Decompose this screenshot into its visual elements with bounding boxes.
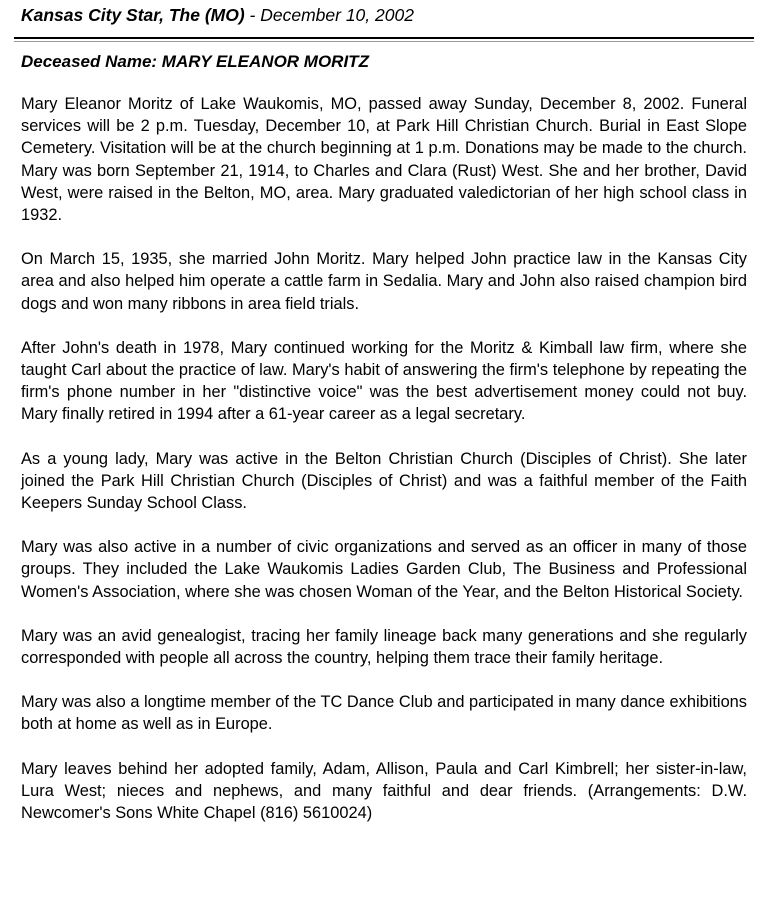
- obituary-paragraph: After John's death in 1978, Mary continued working for the Moritz & Kimball law firm, where she taught Carl about the practice of law. Mary's habit of answering the firm's telephone by repeating the firm's phone number in her "distinctive voice" was the best advertisement money could not buy. Mary finally retired in 1994 after a 61-year career as a legal secretary.: [21, 338, 747, 424]
- header-divider: [14, 37, 754, 39]
- source-separator: -: [244, 5, 261, 25]
- obituary-paragraph: Mary was also active in a number of civic organizations and served as an officer in many of those groups. They included the Lake Waukomis Ladies Garden Club, The Business and Professional Women's Association, where she was chosen Woman of the Year, and the Belton Historical Society.: [21, 538, 747, 601]
- obituary-paragraph: On March 15, 1935, she married John Moritz. Mary helped John practice law in the Kansas City area and also helped him operate a cattle farm in Sedalia. Mary and John also raised champion bird dogs and won many ribbons in area field trials.: [21, 250, 747, 313]
- obituary-paragraph: Mary leaves behind her adopted family, Adam, Allison, Paula and Carl Kimbrell; her sister-in-law, Lura West; nieces and nephews, and many faithful and dear friends. (Arrangements: D.W. Newcomer's Sons White Chapel (816) 5610024): [21, 759, 747, 823]
- obituary-paragraph: Mary Eleanor Moritz of Lake Waukomis, MO, passed away Sunday, December 8, 2002. Funeral services will be 2 p.m. Tuesday, December 10, at Park Hill Christian Church. Burial in East Slope Cemetery. Visitation will be at the church beginning at 1 p.m. Donations may be made to the church. Mary was born September 21, 1914, to Charles and Clara (Rust) West. She and her brother, David West, were raised in the Belton, MO, area. Mary graduated valedictorian of her high school class in 1932.: [21, 95, 747, 225]
- deceased-name-heading: Deceased Name: MARY ELEANOR MORITZ: [21, 52, 369, 71]
- source-line: [21, 5, 414, 26]
- header-divider-shadow: [14, 41, 754, 42]
- obituary-body: [21, 93, 747, 824]
- publication-name: Kansas City Star, The (MO): [21, 5, 245, 25]
- publication-date: December 10, 2002: [260, 5, 414, 25]
- obituary-paragraph: As a young lady, Mary was active in the Belton Christian Church (Disciples of Christ). She later joined the Park Hill Christian Church (Disciples of Christ) and was a faithful member of the Faith Keepers Sunday School Class.: [21, 449, 747, 513]
- obituary-paragraph: Mary was an avid genealogist, tracing her family lineage back many generations and she regularly corresponded with people all across the country, helping them trace their family heritage.: [21, 626, 747, 668]
- obituary-paragraph: Mary was also a longtime member of the TC Dance Club and participated in many dance exhibitions both at home as well as in Europe.: [21, 693, 747, 734]
